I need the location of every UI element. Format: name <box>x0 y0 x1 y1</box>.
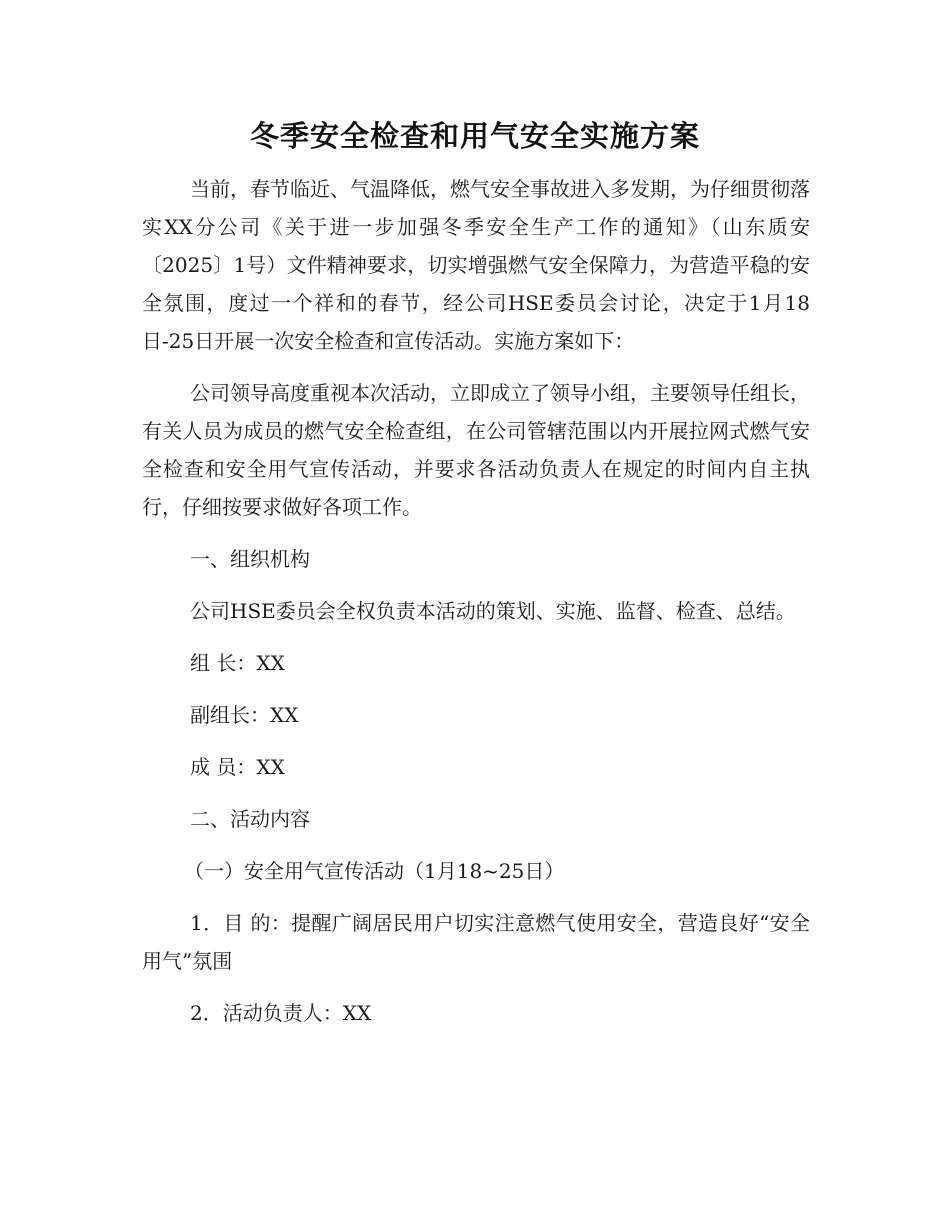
members-line: 成 员：XX <box>190 755 285 779</box>
item-responsible-person: 2．活动负责人：XX <box>190 1001 372 1025</box>
section-heading-organization: 一、组织机构 <box>190 547 310 571</box>
intro-paragraph: 当前，春节临近、气温降低，燃气安全事故进入多发期，为仔细贯彻落实XX分公司《关于进一步加强冬季安全生产工作的通知》（山东质安〔2025〕1号）文件精神要求，切实增强燃气安全保障力，为营造平稳的安全氛围，度过一个祥和的春节，经公司HSE委员会讨论，决定于1月18日-25日开展一次安全检查和宣传活动。实施方案如下： <box>142 177 810 353</box>
leader-line: 组 长：XX <box>190 651 285 675</box>
organization-paragraph: 公司HSE委员会全权负责本活动的策划、实施、监督、检查、总结。 <box>190 599 796 623</box>
document-title: 冬季安全检查和用气安全实施方案 <box>249 119 700 153</box>
section-heading-activities: 二、活动内容 <box>190 807 310 831</box>
document-body <box>142 170 810 1046</box>
deputy-leader-line: 副组长：XX <box>190 703 299 727</box>
leadership-paragraph: 公司领导高度重视本次活动，立即成立了领导小组，主要领导任组长，有关人员为成员的燃气安全检查组，在公司管辖范围以内开展拉网式燃气安全检查和安全用气宣传活动，并要求各活动负责人在规定的时间内自主执行，仔细按要求做好各项工作。 <box>142 381 810 519</box>
item-purpose: 1．目 的：提醒广阔居民用户切实注意燃气使用安全，营造良好“安全用气”氛围 <box>142 911 810 973</box>
subsection-heading-publicity: （一）安全用气宣传活动（1月18~25日） <box>184 859 565 883</box>
